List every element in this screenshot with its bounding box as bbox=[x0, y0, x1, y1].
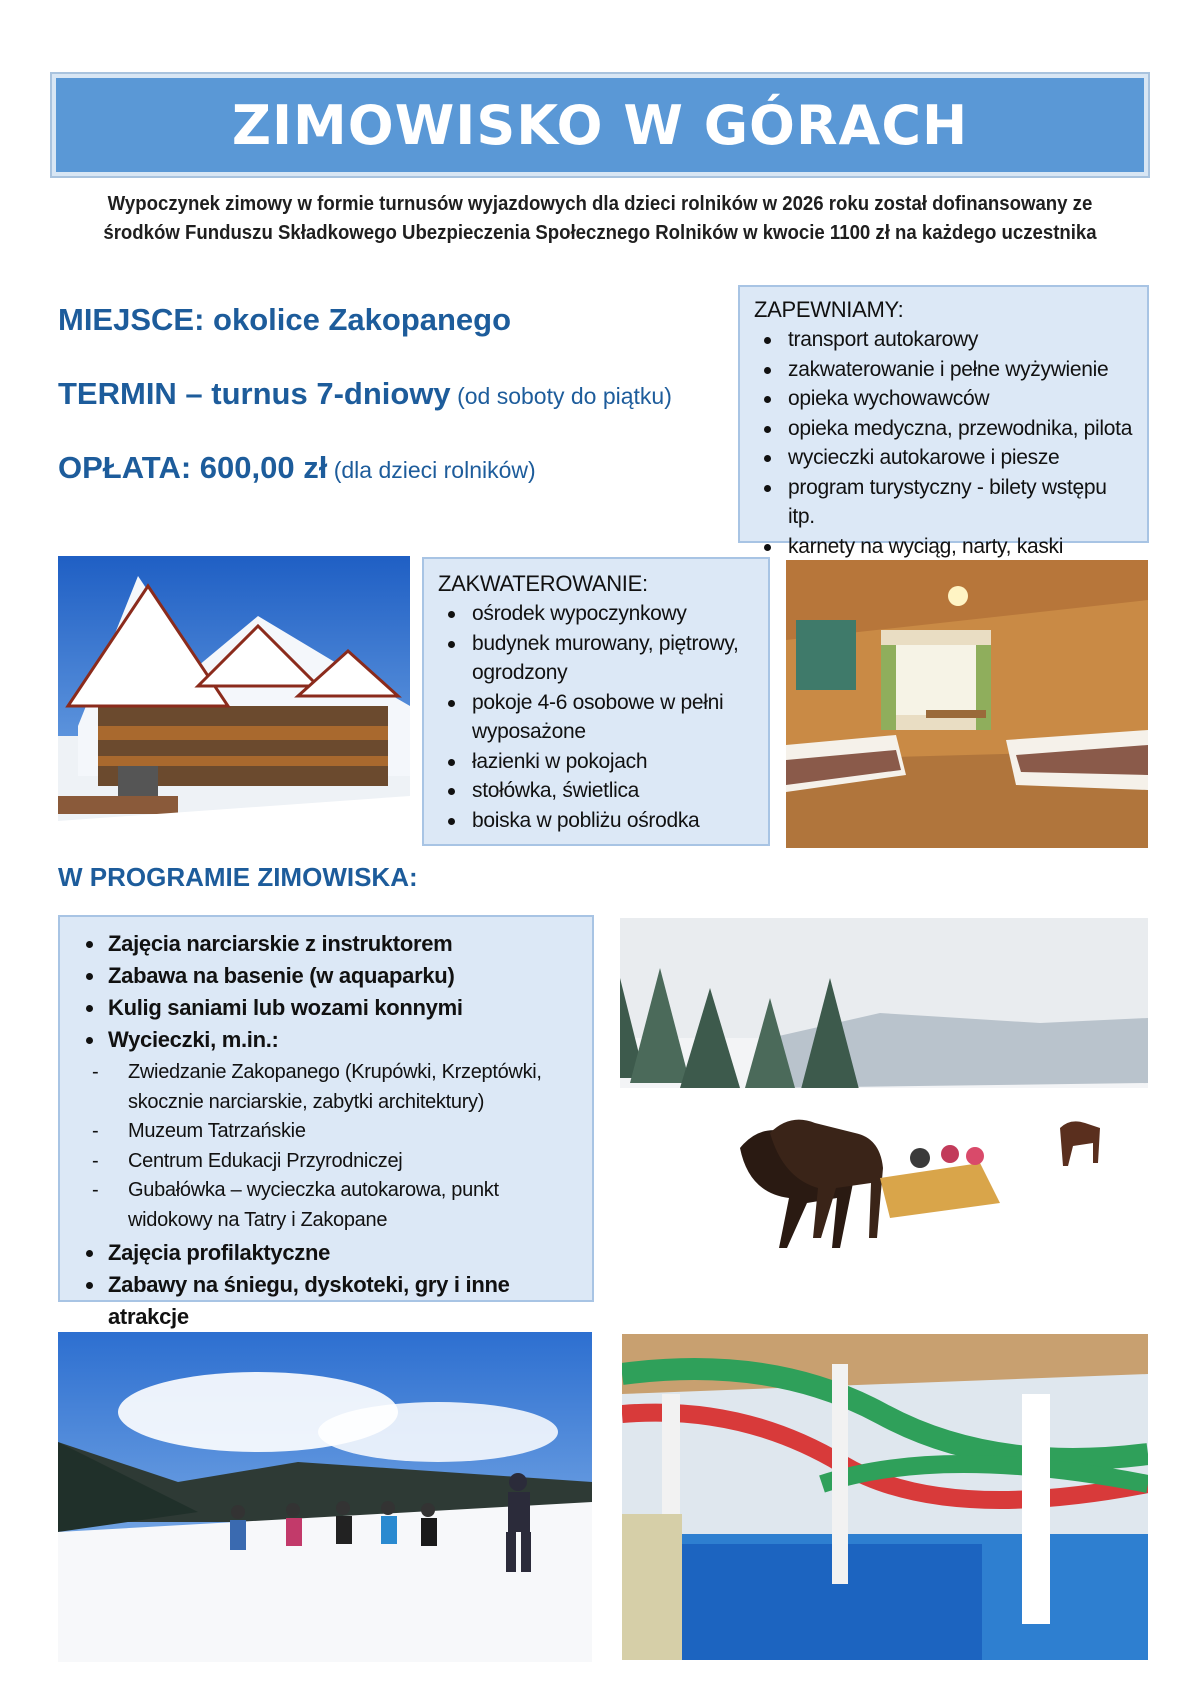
aquapark-photo bbox=[622, 1334, 1148, 1660]
trip-item: - Gubałówka – wycieczka autokarowa, punkt widokowy na Tatry i Zakopane bbox=[84, 1176, 578, 1235]
list-item: Zabawy na śniegu, dyskoteki, gry i inne atrakcje bbox=[74, 1269, 578, 1333]
fee-text: OPŁATA: 600,00 zł bbox=[58, 450, 328, 485]
list-item: łazienki w pokojach bbox=[438, 747, 754, 777]
title-banner bbox=[52, 74, 1148, 176]
list-item: Kulig saniami lub wozami konnymi bbox=[74, 992, 578, 1024]
list-item: Wycieczki, m.in.: bbox=[74, 1024, 578, 1056]
accommodation-list bbox=[438, 599, 754, 835]
list-item: boiska w pobliżu ośrodka bbox=[438, 806, 754, 836]
page-title: ZIMOWISKO W GÓRACH bbox=[231, 93, 969, 157]
list-item: program turystyczny - bilety wstępu itp. bbox=[754, 473, 1133, 532]
trip-item: - Centrum Edukacji Przyrodniczej bbox=[84, 1147, 578, 1177]
list-item: wycieczki autokarowe i piesze bbox=[754, 443, 1133, 473]
list-item: Zajęcia narciarskie z instruktorem bbox=[74, 928, 578, 960]
intro-text bbox=[79, 190, 1121, 248]
ski-lesson-photo bbox=[58, 1332, 592, 1662]
list-item: opieka medyczna, przewodnika, pilota bbox=[754, 414, 1133, 444]
list-item: stołówka, świetlica bbox=[438, 776, 754, 806]
fee-line bbox=[58, 450, 738, 524]
trip-item: - Muzeum Tatrzańskie bbox=[84, 1117, 578, 1147]
term-note: (od soboty do piątku) bbox=[450, 383, 672, 409]
list-item: transport autokarowy bbox=[754, 325, 1133, 355]
term-line bbox=[58, 376, 738, 450]
accommodation-title: ZAKWATEROWANIE: bbox=[438, 571, 648, 596]
room-photo bbox=[786, 560, 1148, 848]
list-item: opieka wychowawców bbox=[754, 384, 1133, 414]
term-text: TERMIN – turnus 7-dniowy bbox=[58, 376, 451, 411]
program-list-continued bbox=[74, 1237, 578, 1333]
trips-list bbox=[84, 1058, 578, 1235]
provided-services-box bbox=[738, 285, 1149, 558]
program-list bbox=[74, 928, 578, 1056]
list-item: budynek murowany, piętrowy, ogrodzony bbox=[438, 629, 754, 688]
intro-line-2: środków Funduszu Składkowego Ubezpieczenia Społecznego Rolników w kwocie 1100 zł na każdego uczestnika bbox=[103, 222, 1097, 244]
sleigh-ride-photo bbox=[620, 918, 1148, 1303]
place-text: MIEJSCE: okolice Zakopanego bbox=[58, 302, 512, 337]
list-item: ośrodek wypoczynkowy bbox=[438, 599, 754, 629]
program-box bbox=[58, 915, 594, 1329]
list-item: karnety na wyciąg, narty, kaski bbox=[754, 532, 1133, 562]
intro-line-1: Wypoczynek zimowy w formie turnusów wyjazdowych dla dzieci rolników w 2026 roku został dofinansowany ze bbox=[107, 193, 1093, 215]
list-item: zakwaterowanie i pełne wyżywienie bbox=[754, 355, 1133, 385]
list-item: pokoje 4-6 osobowe w pełni wyposażone bbox=[438, 688, 754, 747]
list-item: Zabawa na basenie (w aquaparku) bbox=[74, 960, 578, 992]
accommodation-box bbox=[422, 557, 770, 846]
chalet-photo bbox=[58, 556, 410, 842]
fee-note: (dla dzieci rolników) bbox=[327, 457, 536, 483]
provided-services-title: ZAPEWNIAMY: bbox=[754, 297, 904, 322]
provided-services-list bbox=[754, 325, 1133, 561]
trip-item: - Zwiedzanie Zakopanego (Krupówki, Krzeptówki, skocznie narciarskie, zabytki architektury) bbox=[84, 1058, 578, 1117]
place-line bbox=[58, 302, 738, 376]
list-item: Zajęcia profilaktyczne bbox=[74, 1237, 578, 1269]
key-facts bbox=[58, 302, 738, 524]
program-heading: W PROGRAMIE ZIMOWISKA: bbox=[58, 862, 418, 892]
